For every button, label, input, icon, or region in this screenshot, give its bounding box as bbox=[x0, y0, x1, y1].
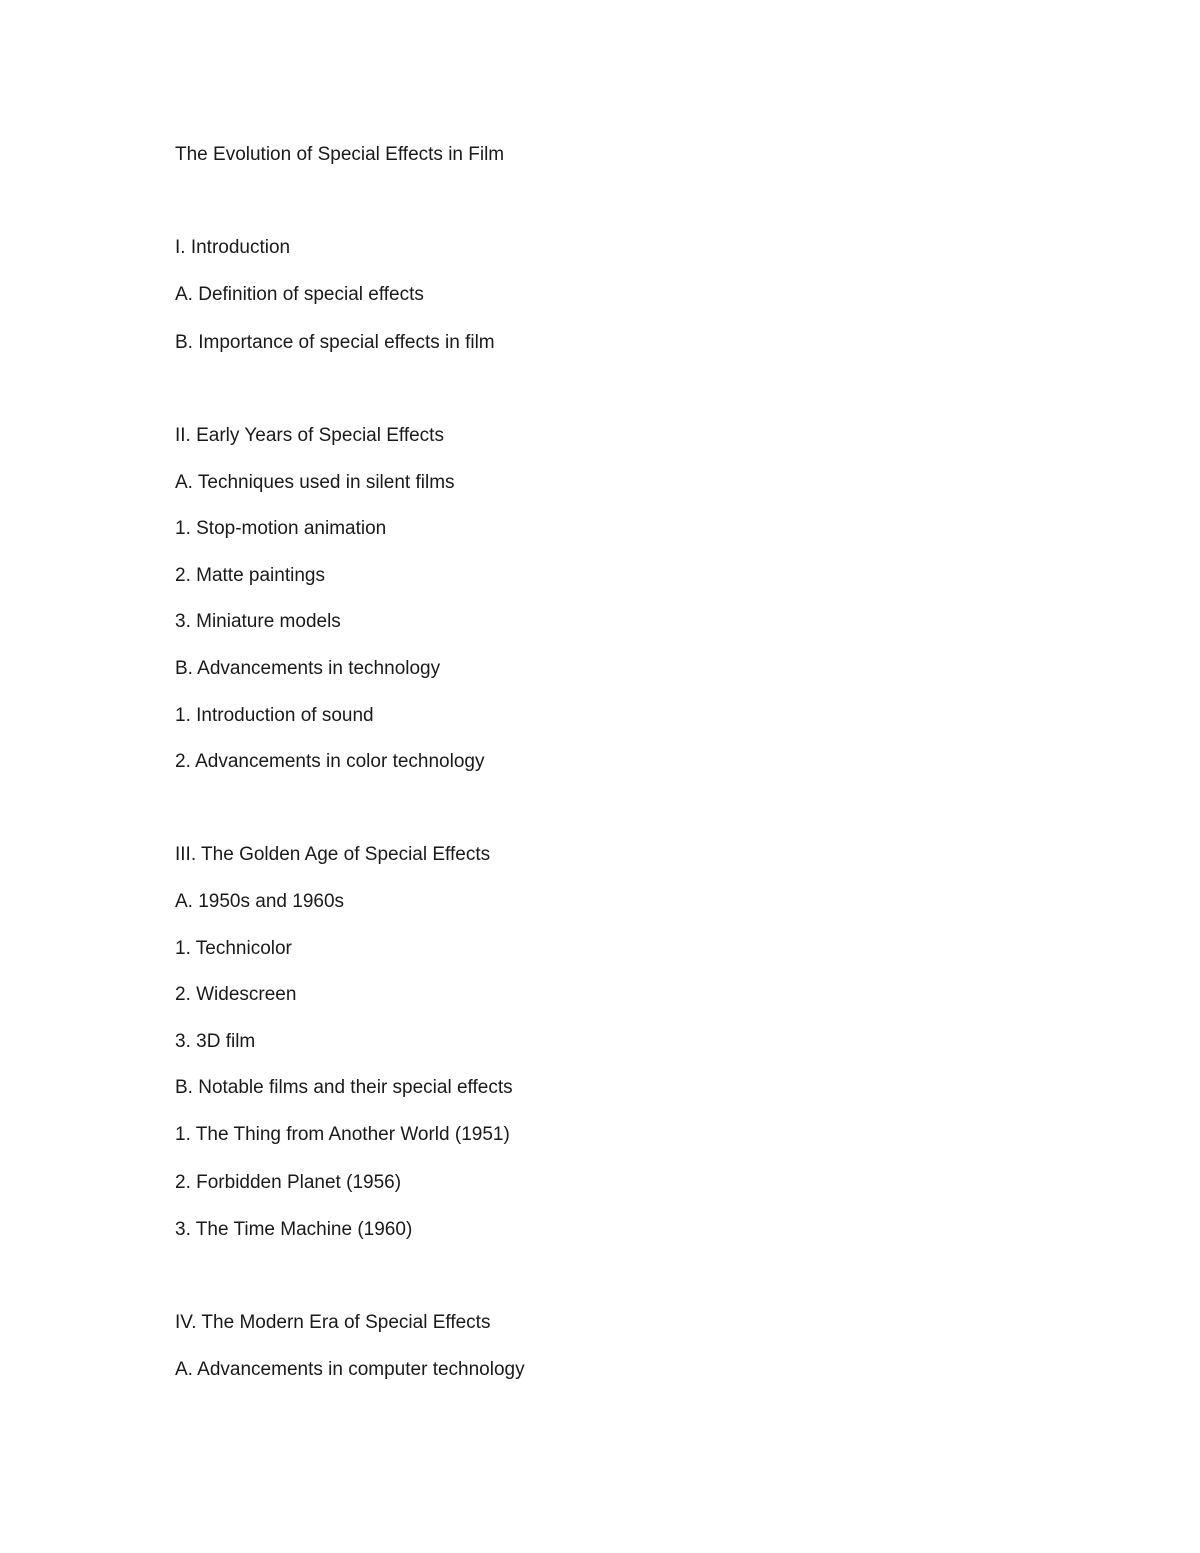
outline-item: 1. Introduction of sound bbox=[175, 705, 374, 726]
outline-item: 2. Widescreen bbox=[175, 984, 297, 1005]
outline-item: 1. Stop-motion animation bbox=[175, 518, 387, 539]
outline-item: A. 1950s and 1960s bbox=[175, 891, 345, 912]
section-heading-2: II. Early Years of Special Effects bbox=[175, 425, 444, 446]
outline-item: A. Definition of special effects bbox=[175, 284, 424, 305]
outline-item: A. Techniques used in silent films bbox=[175, 472, 455, 493]
outline-item: 3. 3D film bbox=[175, 1031, 256, 1052]
document-title: The Evolution of Special Effects in Film bbox=[175, 144, 505, 165]
section-heading-3: III. The Golden Age of Special Effects bbox=[175, 844, 491, 865]
outline-item: B. Advancements in technology bbox=[175, 658, 441, 679]
outline-item: 2. Forbidden Planet (1956) bbox=[175, 1172, 402, 1193]
outline-item: 3. The Time Machine (1960) bbox=[175, 1219, 413, 1240]
outline-item: 2. Matte paintings bbox=[175, 565, 325, 586]
section-heading-1: I. Introduction bbox=[175, 237, 291, 258]
outline-item: B. Notable films and their special effects bbox=[175, 1077, 513, 1098]
outline-item: 1. Technicolor bbox=[175, 938, 292, 959]
outline-item: 1. The Thing from Another World (1951) bbox=[175, 1124, 510, 1145]
outline-item: 2. Advancements in color technology bbox=[175, 751, 485, 772]
outline-item: A. Advancements in computer technology bbox=[175, 1359, 525, 1380]
outline-item: 3. Miniature models bbox=[175, 611, 341, 632]
outline-item: B. Importance of special effects in film bbox=[175, 332, 495, 353]
section-heading-4: IV. The Modern Era of Special Effects bbox=[175, 1312, 491, 1333]
